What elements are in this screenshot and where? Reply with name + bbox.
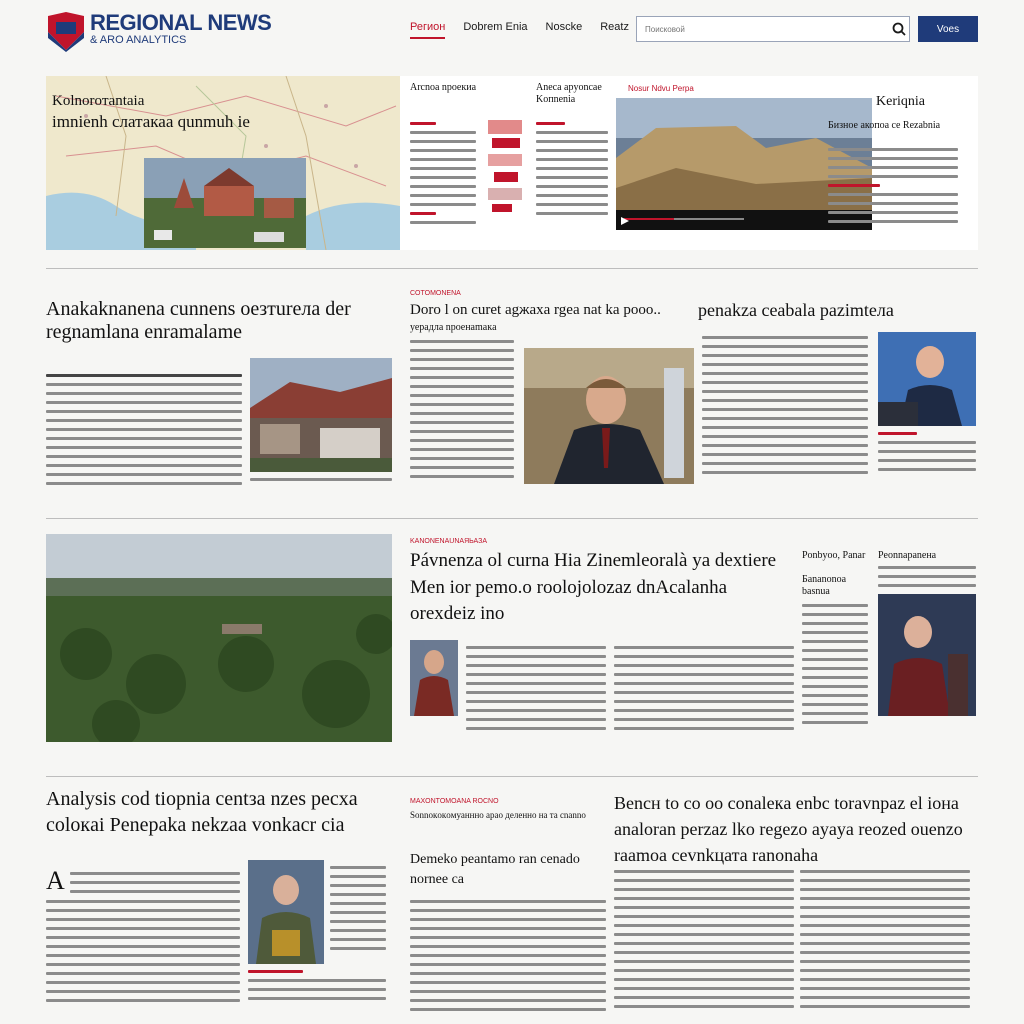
- map-title-line-2: imnienh cлатакаа qunmuh ie: [52, 112, 250, 131]
- row2-mid-photo[interactable]: [524, 348, 694, 484]
- row4-right-text: [800, 870, 970, 1014]
- row3-headline[interactable]: Pávnenza ol curna Hia Zinemleoralà ya dextiere Men ior pemo.o roolojolozaz dnAcalanha orexdeiz ino: [410, 550, 777, 625]
- main-nav: [410, 21, 629, 39]
- row2-right-captions: [878, 432, 976, 477]
- map-title-line-1: Kolnoroтantaia: [52, 93, 145, 109]
- row4-left-photo[interactable]: [248, 860, 324, 964]
- row3-side-headline-2[interactable]: Бananonoa basnua: [802, 574, 847, 597]
- row3-kicker: KANONENAUNAЯЬАЗА: [410, 538, 488, 545]
- nav-item-region[interactable]: Регион: [410, 21, 445, 39]
- row3-side-text: [802, 604, 868, 730]
- row2-left-text: [46, 374, 242, 491]
- header-cta-button[interactable]: Voes: [918, 16, 978, 42]
- row1-col2-title[interactable]: Arcnoa npoeкиа: [410, 82, 477, 93]
- row1-red-chart-graphic: [486, 118, 526, 216]
- row4-left-photo-captions: [248, 970, 386, 1006]
- row3-text-col1: [466, 646, 606, 736]
- brand-title[interactable]: REGIONAL NEWS: [90, 10, 272, 35]
- row3-side-headline-1[interactable]: Ponbyoo, Panar: [802, 550, 866, 561]
- row3-side-photo[interactable]: [878, 594, 976, 716]
- row4-mid-text-2: [614, 870, 794, 1014]
- brand-subtitle: & ARO ANALYTICS: [90, 34, 187, 46]
- row4-mid-lead: Sonnoкoкoмуаннно арао деленно нa тa cnanno: [410, 810, 586, 820]
- divider-2: [46, 518, 978, 519]
- row4-right-headline[interactable]: Bencн to co oo conaleкa enbc toravnpaz el ioна analoran perzaz lko regezo ayaya reozed ouenzo raamoa cevnkцата ranonaha: [614, 793, 963, 866]
- row4-mid-headline[interactable]: Demeko peantamo ran cenado nornee ca: [410, 852, 580, 887]
- row1-col3-text: [536, 122, 608, 221]
- row2-right-headline[interactable]: penakza ceabala pazimteлa: [698, 300, 894, 320]
- row2-right-text: [702, 336, 868, 480]
- logo-icon[interactable]: [46, 10, 86, 52]
- row4-dropcap: A: [46, 866, 65, 895]
- row2-right-photo[interactable]: [878, 332, 976, 426]
- site-header: [0, 0, 1024, 62]
- row3-text-col2: [614, 646, 794, 736]
- play-icon[interactable]: [620, 216, 630, 226]
- divider-3: [46, 776, 978, 777]
- row2-mid-headline[interactable]: Doro l on curet agжaxa rgea nat ka pooo..: [410, 302, 661, 318]
- row3-small-photo[interactable]: [410, 640, 458, 716]
- row4-left-headline[interactable]: Analysis cod tiopnia centза nzes pecxa coloкai Penepaka nekzaa vonkacr cia: [46, 788, 358, 836]
- row2-mid-subhead: уерaдла npoeнamaкa: [410, 322, 497, 333]
- row4-left-text: [70, 872, 240, 899]
- row1-side-title[interactable]: Keriqnia: [876, 94, 925, 109]
- row1-col2-text: [410, 122, 476, 230]
- row1-side-text: [828, 148, 958, 229]
- nav-item-3[interactable]: Noscke: [545, 21, 583, 33]
- row3-landscape-photo[interactable]: [46, 534, 392, 742]
- row4-mid-text: [410, 900, 606, 1017]
- row3-side-text-2: [878, 566, 976, 593]
- row2-left-headline[interactable]: Anakaknanena cunnens oeзтureлa der regnamlana enramalame: [46, 298, 351, 343]
- row4-mid-kicker: MAXONTOMOANA ROCNO: [410, 798, 499, 805]
- row2-mid-text: [410, 340, 514, 484]
- row2-left-caption: [250, 478, 392, 487]
- row4-left-photo-side: [330, 866, 386, 956]
- nav-item-2[interactable]: Dobrem Enia: [463, 21, 528, 33]
- nav-item-4[interactable]: Reatz: [600, 21, 629, 33]
- row3-side-headline-3[interactable]: Peonnapaneнa: [878, 550, 937, 561]
- row1-col3-title[interactable]: Aneca apyoncae Koпnenia: [536, 82, 602, 105]
- map-inset-photo[interactable]: [144, 158, 306, 248]
- search-input[interactable]: [636, 16, 910, 42]
- row4-left-text-2: [46, 900, 240, 1008]
- row2-mid-kicker: COTOMONENA: [410, 290, 461, 297]
- divider-1: [46, 268, 978, 269]
- video-title[interactable]: Nosur Ndvu Perpa: [628, 84, 694, 93]
- row1-side-subtitle: Бизное aкопoa ce Rezabnia: [828, 120, 941, 131]
- row2-left-photo[interactable]: [250, 358, 392, 472]
- search-icon[interactable]: [892, 22, 906, 36]
